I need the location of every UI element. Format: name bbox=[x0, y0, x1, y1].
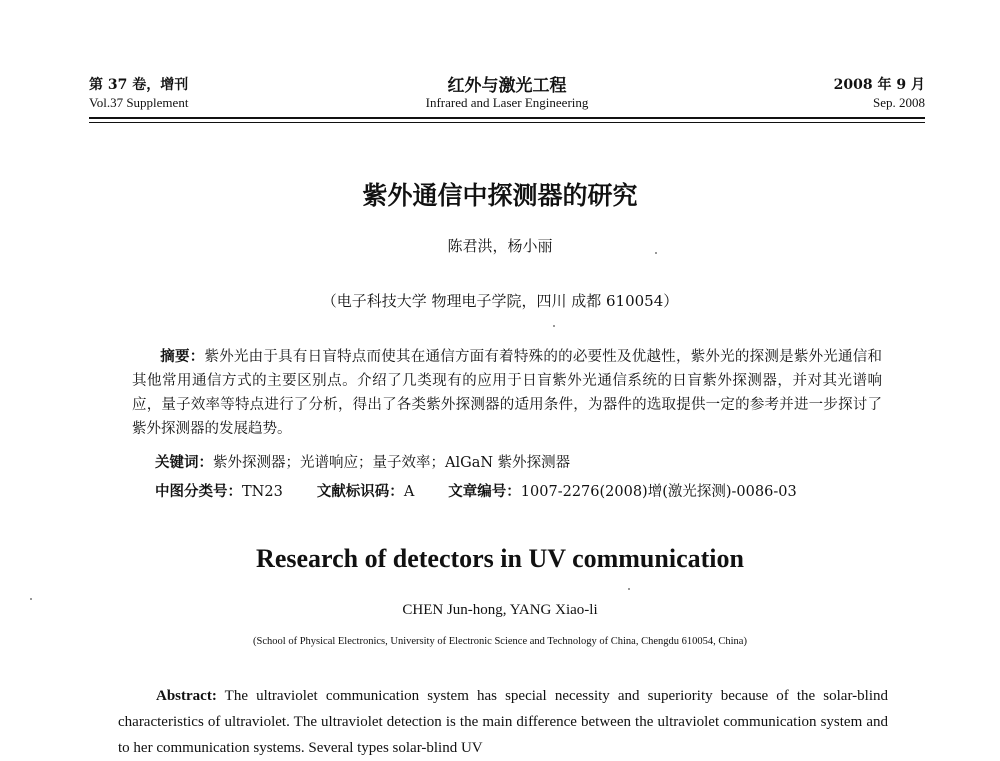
abstract-text-en: The ultraviolet communication system has special necessity and superiority because of the solar-blind characteristics of ultraviolet. The ultraviolet detection is the main difference between the ultraviolet communication system and to her communication systems. Several types solar-blind UV bbox=[118, 688, 888, 756]
volume-en: Vol.37 Supplement bbox=[89, 95, 189, 110]
authors-en: CHEN Jun-hong, YANG Xiao-li bbox=[402, 602, 598, 618]
classification-line bbox=[155, 480, 797, 501]
clc-label: 中图分类号： bbox=[155, 484, 242, 500]
journal-name-en: Infrared and Laser Engineering bbox=[425, 95, 589, 110]
scan-speck bbox=[553, 325, 555, 327]
keywords-label-cn: 关键词： bbox=[155, 455, 213, 471]
article-no-value: 1007-2276(2008)增(激光探测)-0086-03 bbox=[520, 484, 797, 500]
scan-speck bbox=[628, 588, 630, 590]
journal-name-cn: 红外与激光工程 bbox=[447, 76, 567, 96]
header-rule-thin bbox=[89, 122, 925, 123]
abstract-label-en: Abstract: bbox=[156, 688, 217, 704]
abstract-en bbox=[118, 683, 888, 761]
paper-title-en: Research of detectors in UV communication bbox=[256, 544, 744, 573]
abstract-cn bbox=[132, 345, 882, 441]
paper-title-cn: 紫外通信中探测器的研究 bbox=[362, 181, 638, 210]
affiliation-cn: （电子科技大学 物理电子学院，四川 成都 610054） bbox=[321, 292, 679, 310]
keywords-text-cn: 紫外探测器；光谱响应；量子效率；AlGaN 紫外探测器 bbox=[213, 455, 571, 471]
clc-value: TN23 bbox=[242, 484, 283, 500]
abstract-label-cn: 摘要： bbox=[160, 349, 205, 365]
scan-speck bbox=[30, 598, 32, 600]
issue-date-en: Sep. 2008 bbox=[873, 95, 925, 110]
authors-cn: 陈君洪，杨小丽 bbox=[447, 237, 553, 255]
abstract-text-cn: 紫外光由于具有日盲特点而使其在通信方面有着特殊的的必要性及优越性，紫外光的探测是紫外光通信和其他常用通信方式的主要区别点。介绍了几类现有的应用于日盲紫外光通信系统的日盲紫外探测器，并对其光谱响应，量子效率等特点进行了分析，得出了各类紫外探测器的适用条件，为器件的选取提供一定的参考并进一步探讨了紫外探测器的发展趋势。 bbox=[132, 349, 883, 437]
scan-speck bbox=[655, 252, 657, 254]
header-rule-thick bbox=[89, 117, 925, 119]
affiliation-en: (School of Physical Electronics, University of Electronic Science and Technology of China, Chengdu 610054, China) bbox=[253, 636, 747, 647]
issue-date-cn: 2008 年 9 月 bbox=[833, 77, 925, 93]
running-header bbox=[89, 74, 925, 120]
article-no-label: 文章编号： bbox=[448, 484, 521, 500]
keywords-cn bbox=[155, 451, 570, 472]
doc-code-label: 文献标识码： bbox=[316, 484, 404, 500]
doc-code-value: A bbox=[403, 484, 415, 500]
volume-cn: 第 37 卷，增刊 bbox=[89, 77, 189, 93]
